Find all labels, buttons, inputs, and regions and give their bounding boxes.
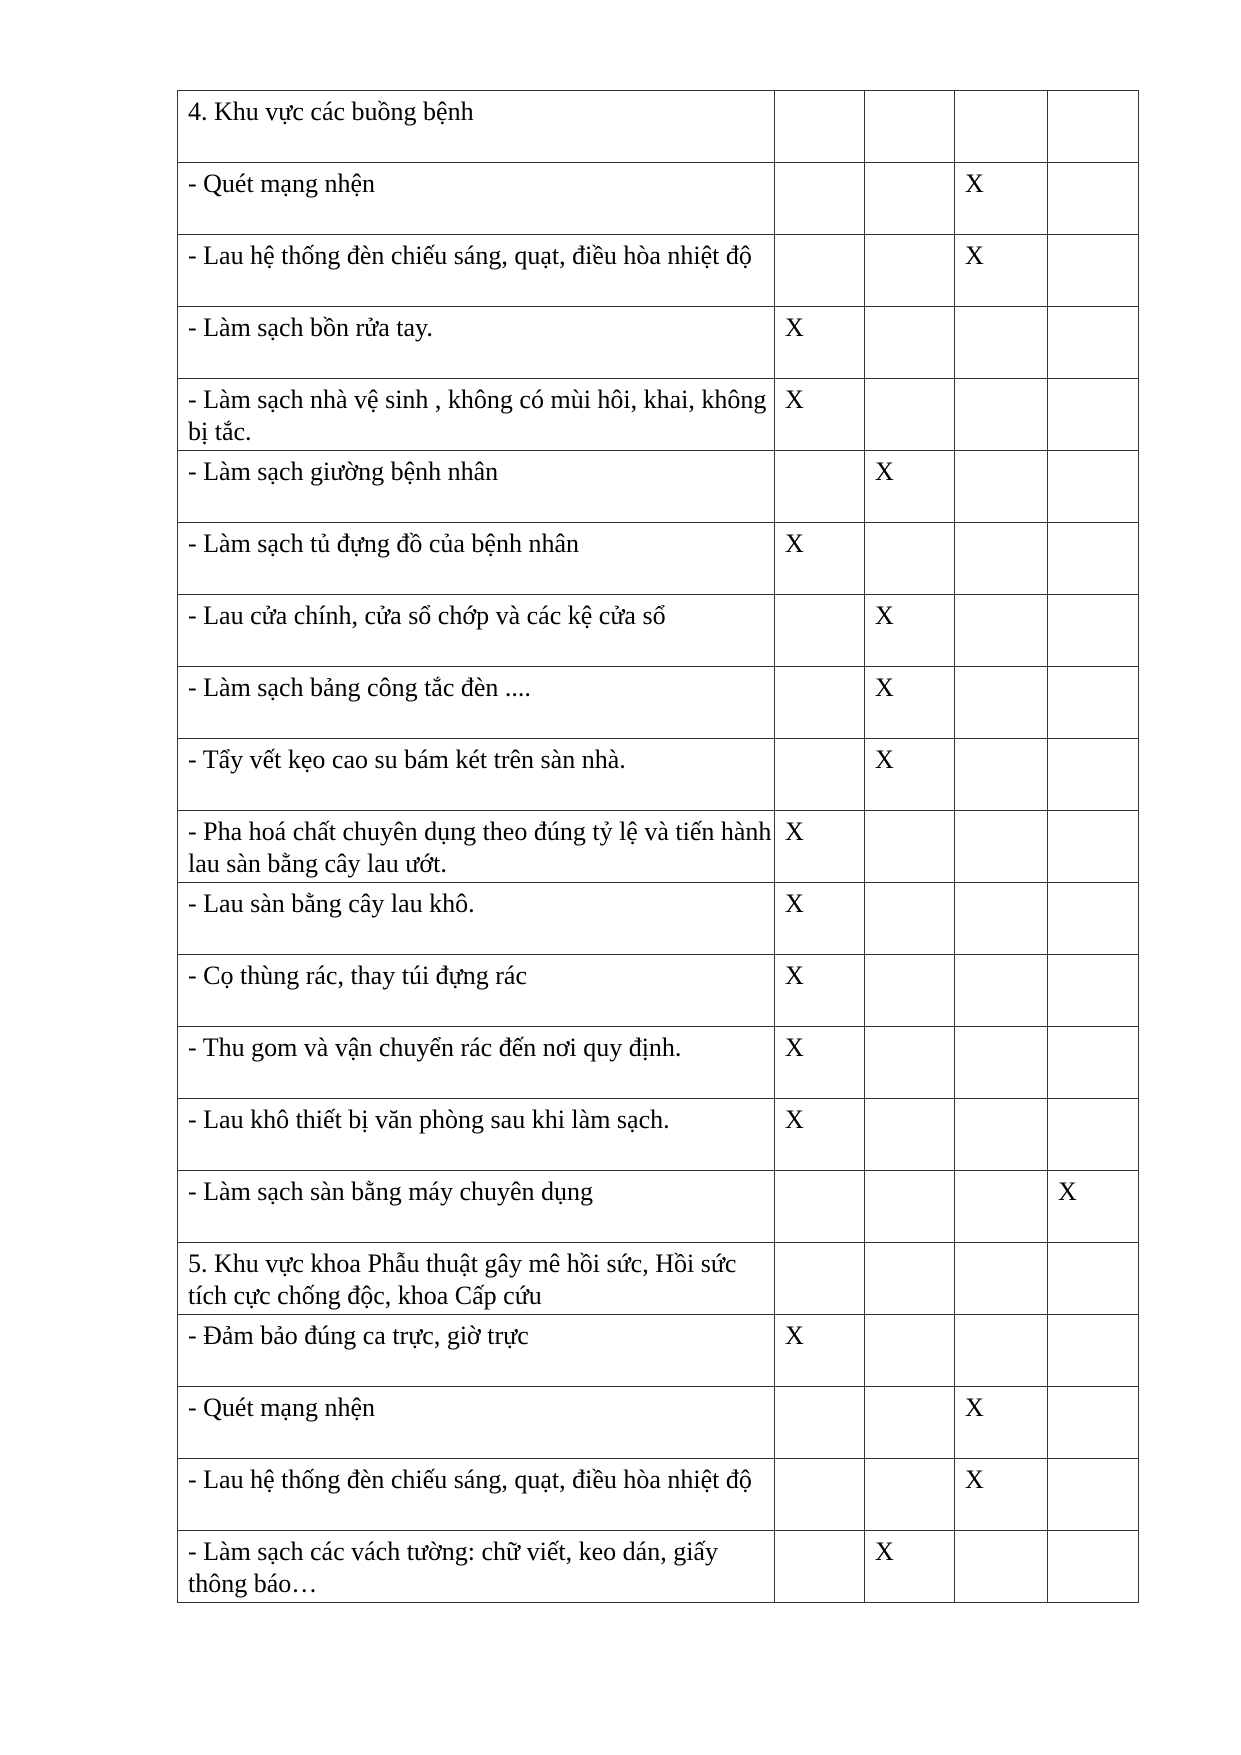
- mark-cell: [955, 667, 1048, 739]
- mark-cell: [1048, 91, 1139, 163]
- task-cell: - Đảm bảo đúng ca trực, giờ trực: [178, 1315, 775, 1387]
- mark-cell: X: [955, 1387, 1048, 1459]
- mark-cell: [865, 1387, 955, 1459]
- mark-cell: [775, 163, 865, 235]
- mark-cell: [865, 1171, 955, 1243]
- mark-cell: [1048, 163, 1139, 235]
- table-row: [178, 91, 1139, 163]
- table-row: [178, 307, 1139, 379]
- mark-cell: [865, 1459, 955, 1531]
- mark-cell: [955, 91, 1048, 163]
- task-cell: - Làm sạch bảng công tắc đèn ....: [178, 667, 775, 739]
- mark-cell: [775, 595, 865, 667]
- mark-cell: [1048, 451, 1139, 523]
- mark-cell: X: [865, 451, 955, 523]
- mark-cell: [775, 1459, 865, 1531]
- table-row: [178, 1387, 1139, 1459]
- task-cell: - Cọ thùng rác, thay túi đựng rác: [178, 955, 775, 1027]
- task-cell: - Làm sạch nhà vệ sinh , không có mùi hôi, khai, không bị tắc.: [178, 379, 775, 451]
- table-row: [178, 955, 1139, 1027]
- mark-cell: [865, 811, 955, 883]
- mark-cell: X: [865, 667, 955, 739]
- mark-cell: [955, 595, 1048, 667]
- mark-cell: [1048, 1243, 1139, 1315]
- mark-cell: X: [955, 1459, 1048, 1531]
- mark-cell: X: [955, 235, 1048, 307]
- table-row: [178, 523, 1139, 595]
- mark-cell: [955, 1243, 1048, 1315]
- task-cell: 4. Khu vực các buồng bệnh: [178, 91, 775, 163]
- table-row: [178, 1099, 1139, 1171]
- task-cell: - Quét mạng nhện: [178, 163, 775, 235]
- task-cell: - Tẩy vết kẹo cao su bám két trên sàn nhà.: [178, 739, 775, 811]
- mark-cell: [955, 1099, 1048, 1171]
- mark-cell: [865, 163, 955, 235]
- mark-cell: X: [775, 379, 865, 451]
- mark-cell: [1048, 1315, 1139, 1387]
- mark-cell: [775, 451, 865, 523]
- task-cell: - Làm sạch giường bệnh nhân: [178, 451, 775, 523]
- mark-cell: [955, 1027, 1048, 1099]
- mark-cell: [775, 1387, 865, 1459]
- mark-cell: [955, 1315, 1048, 1387]
- task-cell: - Quét mạng nhện: [178, 1387, 775, 1459]
- table-row: [178, 1459, 1139, 1531]
- mark-cell: [775, 235, 865, 307]
- mark-cell: X: [775, 955, 865, 1027]
- cleaning-schedule-table: [177, 90, 1139, 1603]
- mark-cell: [865, 523, 955, 595]
- mark-cell: [865, 1099, 955, 1171]
- mark-cell: [955, 739, 1048, 811]
- task-cell: - Pha hoá chất chuyên dụng theo đúng tỷ lệ và tiến hành lau sàn bằng cây lau ướt.: [178, 811, 775, 883]
- mark-cell: X: [1048, 1171, 1139, 1243]
- mark-cell: X: [775, 883, 865, 955]
- mark-cell: [1048, 1027, 1139, 1099]
- table-row: [178, 451, 1139, 523]
- mark-cell: [775, 91, 865, 163]
- mark-cell: X: [865, 739, 955, 811]
- mark-cell: [955, 883, 1048, 955]
- mark-cell: [1048, 1099, 1139, 1171]
- mark-cell: [1048, 883, 1139, 955]
- task-cell: - Thu gom và vận chuyển rác đến nơi quy định.: [178, 1027, 775, 1099]
- mark-cell: [1048, 1459, 1139, 1531]
- mark-cell: [1048, 811, 1139, 883]
- table-row: [178, 667, 1139, 739]
- mark-cell: [775, 1171, 865, 1243]
- mark-cell: [955, 955, 1048, 1027]
- mark-cell: [865, 307, 955, 379]
- mark-cell: [865, 1027, 955, 1099]
- mark-cell: [1048, 667, 1139, 739]
- task-cell: - Lau hệ thống đèn chiếu sáng, quạt, điều hòa nhiệt độ: [178, 235, 775, 307]
- mark-cell: [775, 667, 865, 739]
- mark-cell: [955, 1531, 1048, 1603]
- mark-cell: [775, 1531, 865, 1603]
- mark-cell: [1048, 235, 1139, 307]
- table-row: [178, 379, 1139, 451]
- mark-cell: X: [775, 811, 865, 883]
- mark-cell: [1048, 379, 1139, 451]
- table-row: [178, 811, 1139, 883]
- mark-cell: [1048, 1387, 1139, 1459]
- mark-cell: [775, 1243, 865, 1315]
- task-cell: - Làm sạch bồn rửa tay.: [178, 307, 775, 379]
- mark-cell: [775, 739, 865, 811]
- mark-cell: [1048, 595, 1139, 667]
- mark-cell: X: [775, 523, 865, 595]
- mark-cell: [955, 811, 1048, 883]
- task-cell: - Lau hệ thống đèn chiếu sáng, quạt, điều hòa nhiệt độ: [178, 1459, 775, 1531]
- mark-cell: X: [775, 1315, 865, 1387]
- mark-cell: [1048, 739, 1139, 811]
- task-cell: - Lau cửa chính, cửa sổ chớp và các kệ cửa sổ: [178, 595, 775, 667]
- mark-cell: [1048, 307, 1139, 379]
- mark-cell: [865, 1315, 955, 1387]
- mark-cell: [865, 91, 955, 163]
- table-row: [178, 163, 1139, 235]
- mark-cell: X: [865, 595, 955, 667]
- table-row: [178, 1027, 1139, 1099]
- task-cell: - Lau sàn bằng cây lau khô.: [178, 883, 775, 955]
- task-cell: - Lau khô thiết bị văn phòng sau khi làm sạch.: [178, 1099, 775, 1171]
- table-row: [178, 1531, 1139, 1603]
- table-row: [178, 1243, 1139, 1315]
- mark-cell: [865, 1243, 955, 1315]
- mark-cell: [955, 523, 1048, 595]
- mark-cell: [865, 883, 955, 955]
- mark-cell: X: [955, 163, 1048, 235]
- mark-cell: [955, 451, 1048, 523]
- mark-cell: [955, 1171, 1048, 1243]
- mark-cell: [865, 235, 955, 307]
- mark-cell: X: [775, 307, 865, 379]
- mark-cell: X: [865, 1531, 955, 1603]
- mark-cell: [865, 955, 955, 1027]
- mark-cell: X: [775, 1027, 865, 1099]
- mark-cell: [865, 379, 955, 451]
- mark-cell: [1048, 955, 1139, 1027]
- table-body: [178, 91, 1139, 1603]
- table-row: [178, 883, 1139, 955]
- task-cell: - Làm sạch các vách tường: chữ viết, keo dán, giấy thông báo…: [178, 1531, 775, 1603]
- mark-cell: [955, 307, 1048, 379]
- task-cell: 5. Khu vực khoa Phẫu thuật gây mê hồi sức, Hồi sức tích cực chống độc, khoa Cấp cứu: [178, 1243, 775, 1315]
- mark-cell: [1048, 1531, 1139, 1603]
- task-cell: - Làm sạch tủ đựng đồ của bệnh nhân: [178, 523, 775, 595]
- table-row: [178, 739, 1139, 811]
- mark-cell: X: [775, 1099, 865, 1171]
- table-row: [178, 1315, 1139, 1387]
- table-row: [178, 1171, 1139, 1243]
- task-cell: - Làm sạch sàn bằng máy chuyên dụng: [178, 1171, 775, 1243]
- mark-cell: [1048, 523, 1139, 595]
- table-row: [178, 595, 1139, 667]
- table-row: [178, 235, 1139, 307]
- mark-cell: [955, 379, 1048, 451]
